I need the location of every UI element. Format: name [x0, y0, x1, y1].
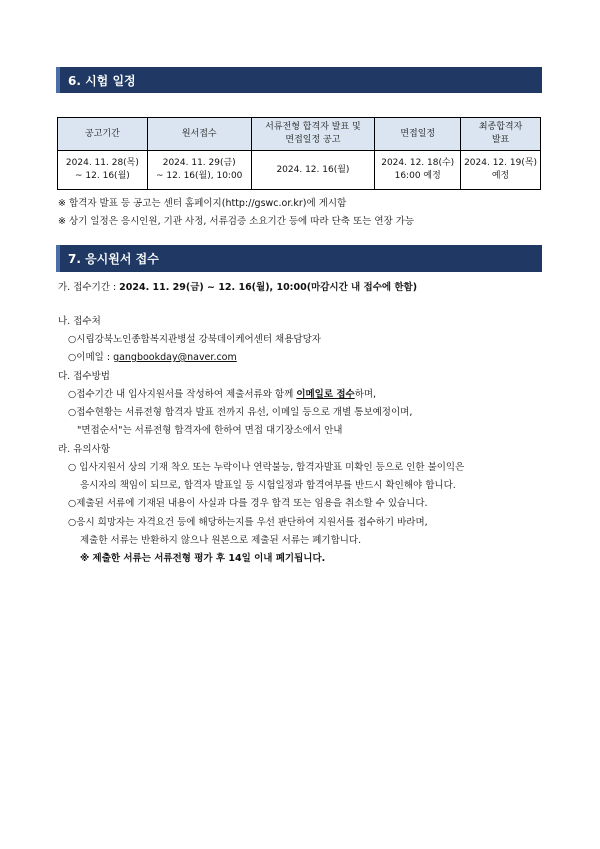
method-item-2-cont: "면접순서"는 서류전형 합격자에 한하여 면접 대기장소에서 안내 — [77, 425, 343, 436]
header-document-result: 서류전형 합격자 발표 및 면접일정 공고 — [251, 118, 375, 151]
disposal-note: ※ 제출한 서류는 서류전형 평가 후 14일 이내 폐기됩니다. — [80, 553, 326, 564]
application-period — [58, 279, 417, 293]
notice-item-1-cont: 응시자의 책임이 되므로, 합격자 발표일 등 시험일정과 합격여부를 반드시 확인해야 합니다. — [80, 480, 456, 491]
method-item-2: ○접수현황는 서류전형 합격자 발표 전까지 유선, 이메일 등으로 개별 통보예정이며, — [68, 407, 413, 418]
email-submission-emphasis: 이메일로 접수 — [296, 389, 355, 400]
email-link[interactable]: gangbookday@naver.com — [113, 352, 237, 363]
cell-final-result: 2024. 12. 19(목) 예정 — [461, 151, 541, 190]
cell-application: 2024. 11. 29(금) ~ 12. 16(월), 10:00 — [147, 151, 251, 190]
header-application: 원서접수 — [147, 118, 251, 151]
table-row — [58, 151, 541, 190]
notice-label: 라. 유의사항 — [58, 444, 110, 455]
header-interview: 면접일정 — [375, 118, 461, 151]
section-6-title: 6. 시험 일정 — [68, 73, 136, 88]
reception-email: ○이메일 : gangbookday@naver.com — [68, 352, 237, 363]
method-item-1: ○접수기간 내 입사지원서를 작성하여 제출서류와 함께 이메일로 접수하며, — [68, 389, 377, 400]
reception-label: 나. 접수처 — [58, 316, 101, 327]
notice-item-3-cont: 제출한 서류는 반환하지 않으나 원본으로 제출된 서류는 폐기합니다. — [80, 535, 362, 546]
reception-contact: ○시립강북노인종합복지관병설 강북데이케어센터 채용담당자 — [68, 334, 321, 345]
method-label: 다. 접수방법 — [58, 371, 110, 382]
notice-item-1: ○ 입사지원서 상의 기재 착오 또는 누락이나 연락불능, 합격자발표 미확인 등으로 인한 불이익은 — [68, 462, 465, 473]
section-6-header — [56, 67, 542, 93]
application-period-label: 가. 접수기간 : — [58, 282, 120, 293]
notice-item-3: ○응시 희망자는 자격요건 등에 해당하는지를 우선 판단하여 지원서를 접수하기 바라며, — [68, 517, 428, 528]
application-period-value: 2024. 11. 29(금) ~ 12. 16(월), 10:00(마감시간 내 접수에 한함) — [119, 282, 418, 293]
notice-item-2: ○제출된 서류에 기재된 내용이 사실과 다를 경우 합격 또는 임용을 취소할 수 있습니다. — [68, 498, 428, 509]
cell-notice-period: 2024. 11. 28(목) ~ 12. 16(월) — [58, 151, 148, 190]
section-7-title: 7. 응시원서 접수 — [68, 252, 159, 266]
header-notice-period: 공고기간 — [58, 118, 148, 151]
section-7-header — [56, 245, 542, 272]
cell-interview: 2024. 12. 18(수) 16:00 예정 — [375, 151, 461, 190]
note-announcement: ※ 합격자 발표 등 공고는 센터 홈페이지(http://gswc.or.kr)에 게시함 — [58, 198, 347, 209]
note-schedule-change: ※ 상기 일정은 응시인원, 기관 사정, 서류검증 소요기간 등에 따라 단축 또는 연장 가능 — [58, 216, 415, 227]
cell-document-result: 2024. 12. 16(월) — [251, 151, 375, 190]
header-final-result: 최종합격자 발표 — [461, 118, 541, 151]
schedule-table — [57, 117, 541, 190]
table-header-row — [58, 118, 541, 151]
